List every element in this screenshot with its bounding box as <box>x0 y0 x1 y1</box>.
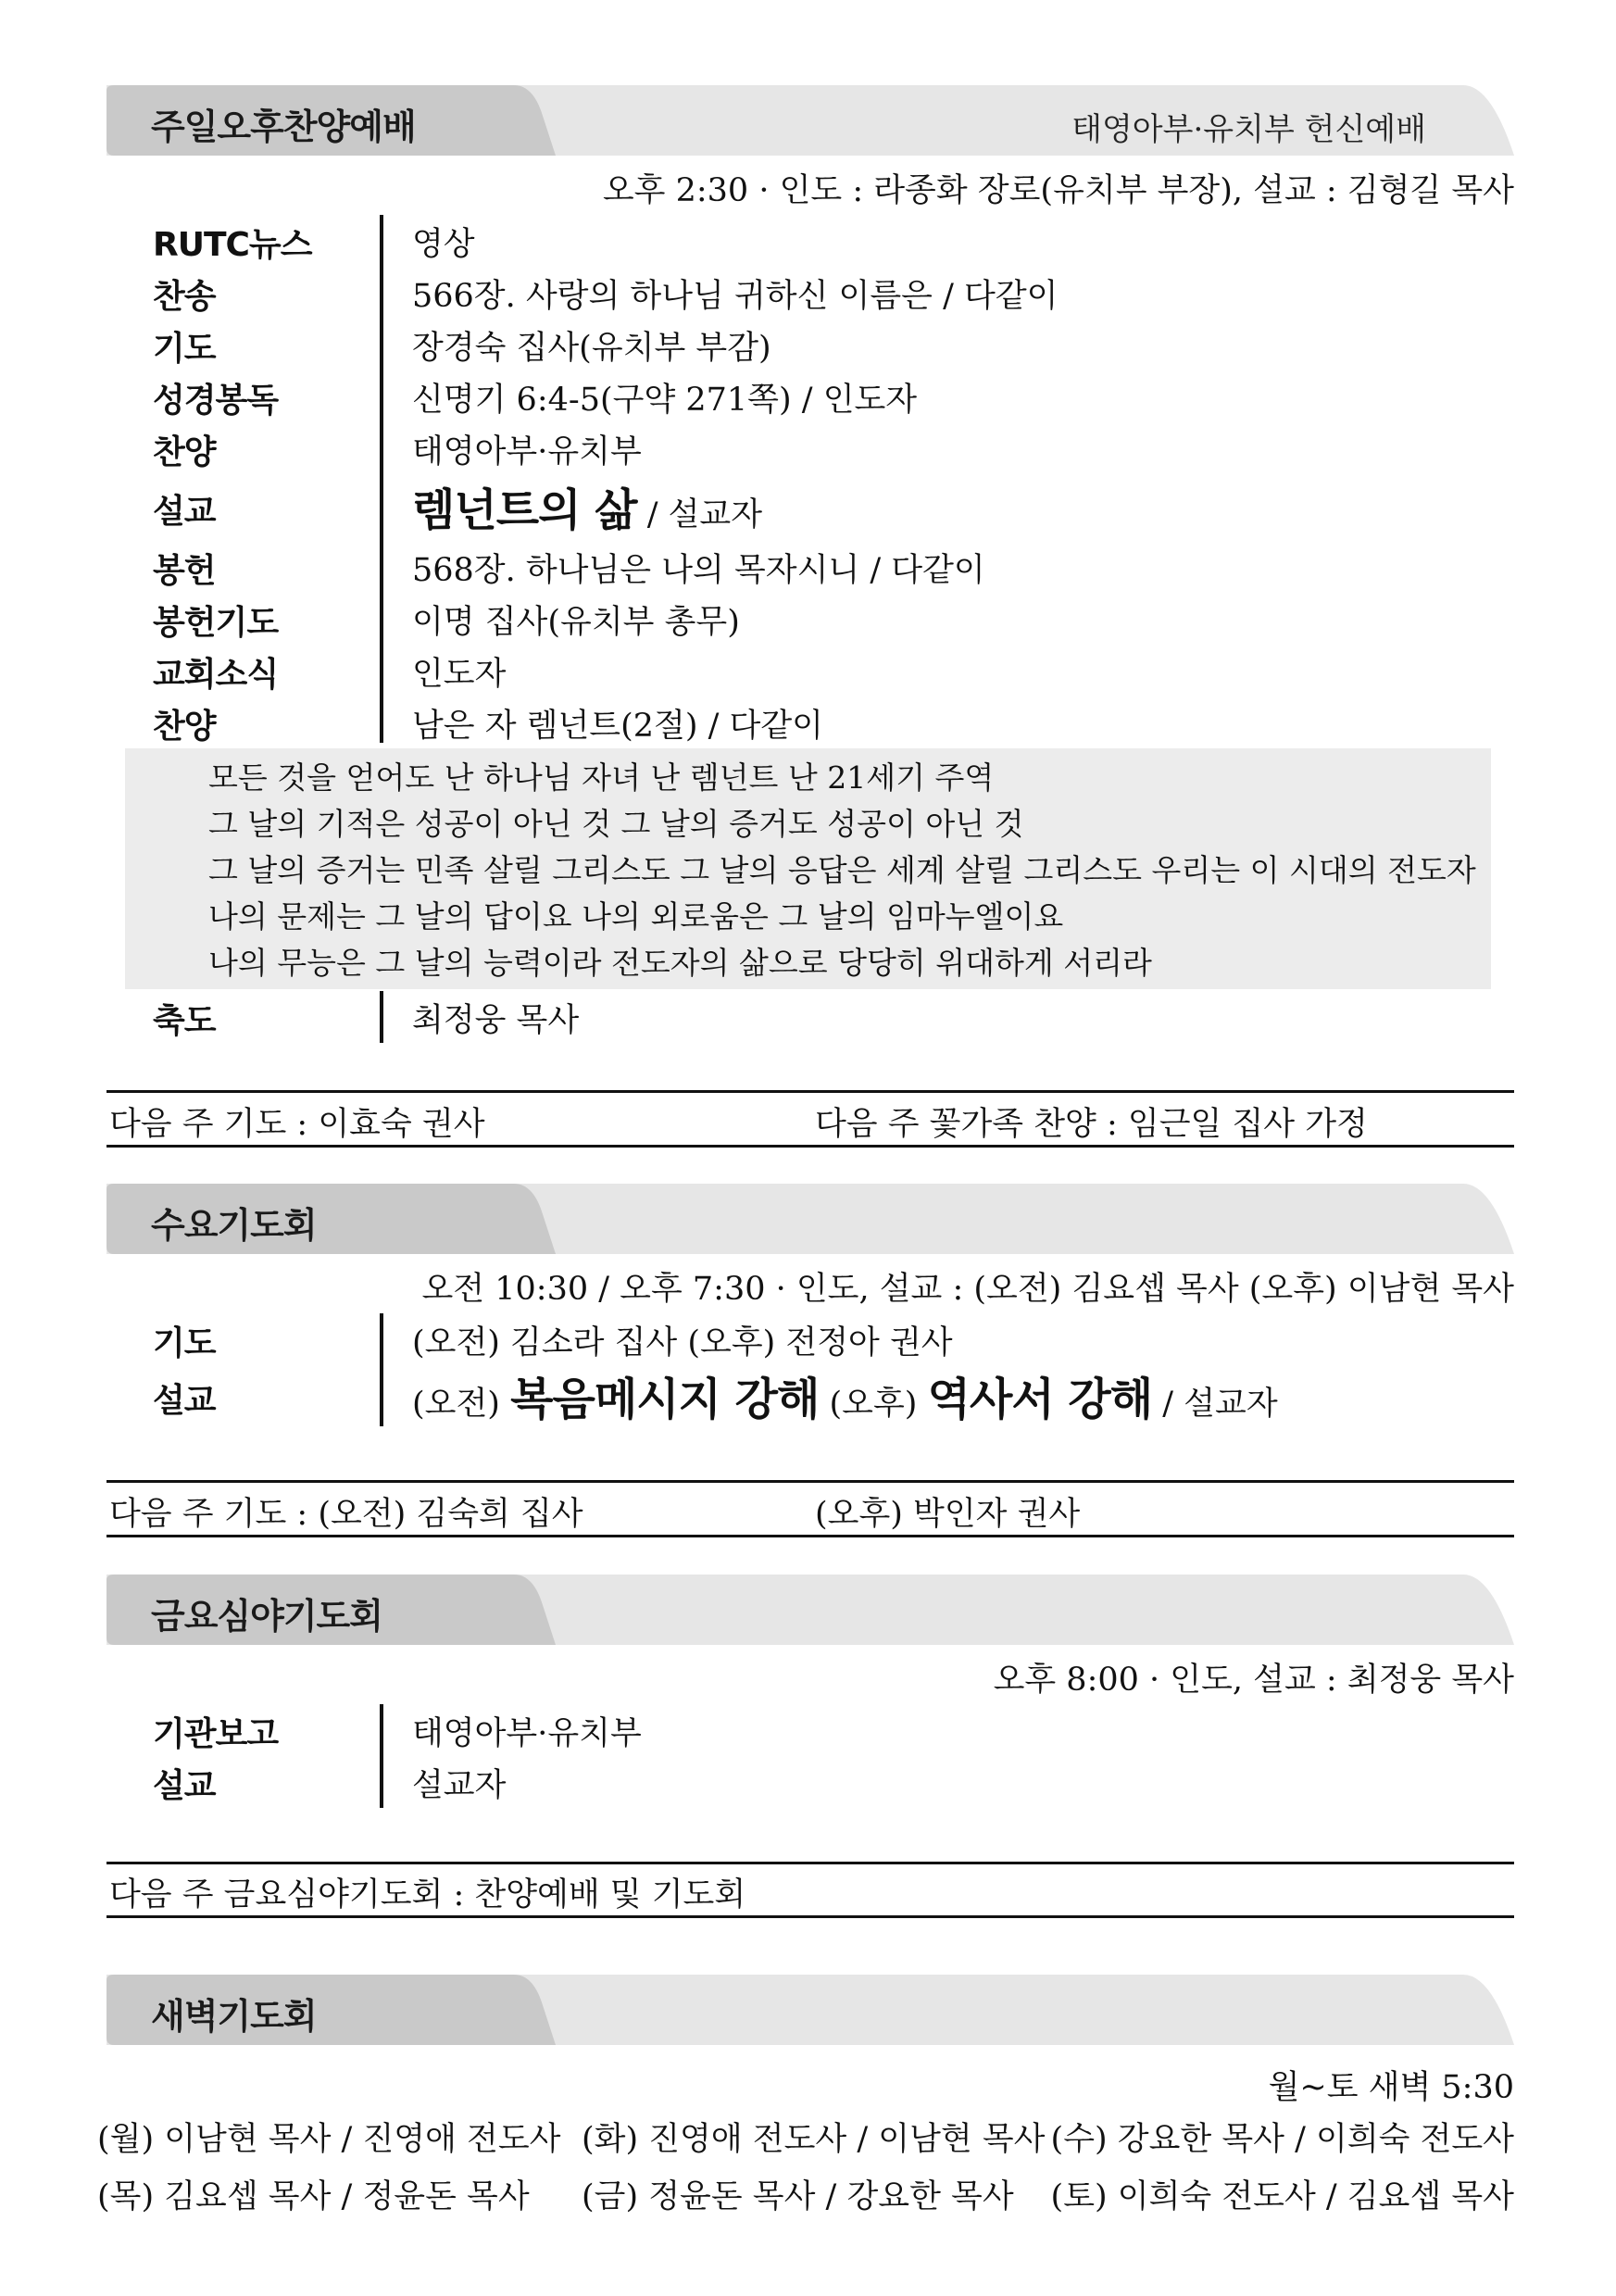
order-value: 남은 자 렘넌트(2절) / 다같이 <box>412 708 823 745</box>
next-prayer-pm: (오후) 박인자 권사 <box>815 1496 1081 1533</box>
section-header-wednesday <box>106 1184 1514 1254</box>
divider-rule <box>106 1862 1514 1864</box>
section-title: 수요기도회 <box>151 1205 317 1246</box>
order-value: 장경숙 집사(유치부 부감) <box>412 330 771 367</box>
section-subtitle: 태영아부·유치부 헌신예배 <box>1071 111 1426 148</box>
sermon-suffix: / 설교자 <box>1162 1386 1278 1423</box>
order-divider <box>380 1313 383 1426</box>
divider-rule <box>106 1145 1514 1148</box>
order-label: 성경봉독 <box>153 382 279 420</box>
dawn-schedule-sat: (토) 이희숙 전도사 / 김요셉 목사 <box>1050 2178 1514 2215</box>
order-label: RUTC뉴스 <box>153 226 312 264</box>
section-header-sunday <box>106 85 1514 156</box>
order-label: 찬양 <box>153 433 216 471</box>
divider-rule <box>106 1915 1514 1918</box>
pm-tag: (오후) <box>829 1386 918 1423</box>
dawn-schedule-fri: (금) 정윤돈 목사 / 강요한 목사 <box>582 2178 1014 2215</box>
pm-sermon-title: 역사서 강해 <box>927 1374 1153 1425</box>
lyrics-line: 나의 무능은 그 날의 능력이라 전도자의 삶으로 당당히 위대하게 서리라 <box>208 945 1152 981</box>
order-label: 설교 <box>153 1767 216 1805</box>
section-header-dawn <box>106 1975 1514 2045</box>
order-label: 기관보고 <box>153 1715 279 1753</box>
order-label: 찬양 <box>153 708 216 746</box>
lyrics-line: 모든 것을 얻어도 난 하나님 자녀 난 렘넌트 난 21세기 주역 <box>208 759 995 796</box>
order-value: 이명 집사(유치부 총무) <box>412 604 740 641</box>
service-meta: 오후 8:00 · 인도, 설교 : 최정웅 목사 <box>993 1662 1514 1699</box>
next-family-praise: 다음 주 꽃가족 찬양 : 임근일 집사 가정 <box>815 1106 1368 1143</box>
order-label: 설교 <box>153 493 216 531</box>
order-label: 설교 <box>153 1382 216 1420</box>
am-tag: (오전) <box>412 1386 500 1423</box>
dawn-schedule-mon: (월) 이남현 목사 / 진영애 전도사 <box>97 2121 561 2158</box>
order-divider <box>380 215 383 743</box>
order-value: 태영아부·유치부 <box>412 1715 642 1752</box>
order-value: 태영아부·유치부 <box>412 433 642 470</box>
order-divider <box>380 991 383 1043</box>
section-title: 주일오후찬양예배 <box>151 107 416 147</box>
sermon-line <box>412 1363 1278 1427</box>
section-title: 새벽기도회 <box>151 1996 317 2037</box>
order-label: 봉헌기도 <box>153 604 279 642</box>
order-value: 인도자 <box>412 656 507 693</box>
header-tab-shape <box>106 1975 1514 2045</box>
service-meta: 오전 10:30 / 오후 7:30 · 인도, 설교 : (오전) 김요셉 목사 (오후) 이남현 목사 <box>421 1271 1514 1308</box>
order-value: (오전) 김소라 집사 (오후) 전정아 권사 <box>412 1324 953 1361</box>
lyrics-box <box>125 748 1491 989</box>
benediction-label: 축도 <box>153 1002 216 1040</box>
divider-rule <box>106 1535 1514 1537</box>
order-value: 568장. 하나님은 나의 목자시니 / 다같이 <box>412 552 985 589</box>
next-prayer: 다음 주 기도 : 이효숙 권사 <box>109 1106 485 1143</box>
service-meta: 오후 2:30 · 인도 : 라종화 장로(유치부 부장), 설교 : 김형길 목사 <box>602 172 1514 209</box>
lyrics-line: 그 날의 증거는 민족 살릴 그리스도 그 날의 응답은 세계 살릴 그리스도 우리는 이 시대의 전도자 <box>208 852 1476 888</box>
order-value: 설교자 <box>412 1767 507 1804</box>
divider-rule <box>106 1090 1514 1093</box>
order-label: 교회소식 <box>153 656 279 694</box>
dawn-schedule-wed: (수) 강요한 목사 / 이희숙 전도사 <box>1050 2121 1514 2158</box>
order-label: 기도 <box>153 330 216 368</box>
sermon-suffix: / 설교자 <box>636 496 763 533</box>
section-title: 금요심야기도회 <box>151 1596 382 1637</box>
next-friday-note: 다음 주 금요심야기도회 : 찬양예배 및 기도회 <box>109 1876 746 1913</box>
divider-rule <box>106 1480 1514 1483</box>
order-value: 566장. 사랑의 하나님 귀하신 이름은 / 다같이 <box>412 278 1059 315</box>
am-sermon-title: 복음메시지 강해 <box>510 1374 820 1425</box>
order-value: 영상 <box>412 226 475 263</box>
sermon-line <box>412 474 762 538</box>
order-label: 찬송 <box>153 278 216 316</box>
dawn-schedule-thu: (목) 김요셉 목사 / 정윤돈 목사 <box>97 2178 530 2215</box>
order-value: 신명기 6:4-5(구약 271쪽) / 인도자 <box>412 382 918 419</box>
dawn-schedule-tue: (화) 진영애 전도사 / 이남현 목사 <box>582 2121 1046 2158</box>
next-prayer: 다음 주 기도 : (오전) 김숙희 집사 <box>109 1496 583 1533</box>
lyrics-line: 그 날의 기적은 성공이 아닌 것 그 날의 증거도 성공이 아닌 것 <box>208 806 1024 842</box>
order-label: 봉헌 <box>153 552 216 590</box>
order-label: 기도 <box>153 1324 216 1362</box>
section-header-friday <box>106 1575 1514 1645</box>
order-divider <box>380 1704 383 1808</box>
benediction-value: 최정웅 목사 <box>412 1002 580 1039</box>
service-meta: 월~토 새벽 5:30 <box>1268 2069 1514 2106</box>
sermon-title: 렘넌트의 삶 <box>412 484 637 536</box>
lyrics-line: 나의 문제는 그 날의 답이요 나의 외로움은 그 날의 임마누엘이요 <box>208 898 1064 935</box>
header-tab-shape <box>106 1184 1514 1254</box>
